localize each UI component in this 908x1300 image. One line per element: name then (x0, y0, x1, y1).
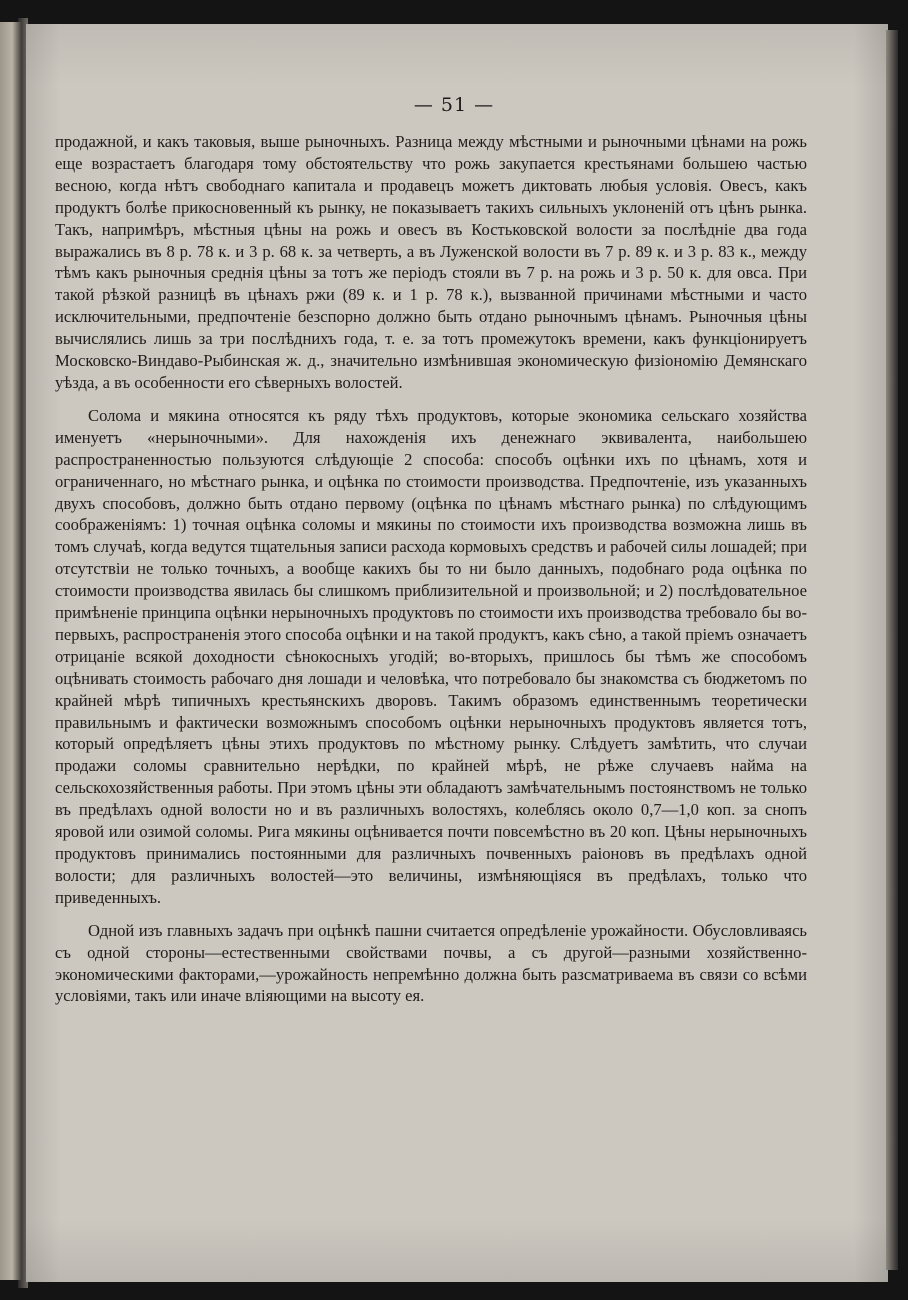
page-right-edge-shadow (886, 30, 898, 1270)
paragraph-1: продажной, и какъ таковыя, выше рыночныхъ. Разница между мѣстными и рыночными цѣнами на рожь еще возрастаетъ благодаря тому обстоятельству что рожь закупается крестьянами большею частью весною, когда нѣтъ свободнаго капитала и продавецъ можетъ диктовать любыя условія. Овесъ, какъ продуктъ болѣе прикосновенный къ рынку, не показываетъ такихъ сильныхъ уклоненій отъ цѣнъ рынка. Такъ, напримѣръ, мѣстныя цѣны на рожь и овесъ въ Костьковской волости за послѣдніе два года выражались въ 8 р. 78 к. и 3 р. 68 к. за четверть, а въ Луженской волости въ 7 р. 89 к. и 3 р. 83 к., между тѣмъ какъ рыночныя среднія цѣны за тотъ же періодъ стояли въ 7 р. на рожь и 3 р. 50 к. для овса. При такой рѣзкой разницѣ въ цѣнахъ ржи (89 к. и 1 р. 78 к.), вызванной причинами мѣстными и часто исключительными, предпочтеніе безспорно должно быть отдано рыночнымъ цѣнамъ. Рыночныя цѣны вычислялись лишь за три послѣднихъ года, т. е. за тотъ промежутокъ времени, какъ функціонируетъ Московско-Виндаво-Рыбинская ж. д., значительно измѣнившая экономическую физіономію Демянскаго уѣзда, а въ особенности его сѣверныхъ волостей. (55, 132, 807, 392)
paragraph-3: Одной изъ главныхъ задачъ при оцѣнкѣ пашни считается опредѣленіе урожайности. Обусловливаясь съ одной стороны—естественными свойствами почвы, а съ другой—разными хозяйственно-экономическими факторами,—урожайность непремѣнно должна быть разсматриваема въ связи со всѣми условіями, такъ или иначе вліяющими на высоту ея. (55, 920, 807, 1006)
page-number: — 51 — (413, 94, 495, 116)
previous-page-edge (0, 22, 22, 1280)
body-text (55, 131, 807, 1007)
paragraph-2: Солома и мякина относятся къ ряду тѣхъ продуктовъ, которые экономика сельскаго хозяйства именуетъ «нерыночными». Для нахожденія ихъ денежнаго эквивалента, наибольшею распространенностью пользуются слѣдующіе 2 способа: способъ оцѣнки ихъ по цѣнамъ, хотя и ограниченнаго, но мѣстнаго рынка, и оцѣнка по стоимости производства. Предпочтеніе, изъ указанныхъ двухъ способовъ, должно быть отдано первому (оцѣнка по цѣнамъ мѣстнаго рынка) по слѣдующимъ соображеніямъ: 1) точная оцѣнка соломы и мякины по стоимости ихъ производства возможна лишь въ томъ случаѣ, когда ведутся тщательныя записи расхода кормовыхъ средствъ и рабочей силы лошадей; при отсутствіи не только точныхъ, а вообще какихъ бы то ни было данныхъ, подобнаго рода оцѣнка по стоимости производства явилась бы слишкомъ приблизительной и произвольной; и 2) послѣдовательное примѣненіе принципа оцѣнки нерыночныхъ продуктовъ по стоимости ихъ производства требовало бы во-первыхъ, распространенія этого способа оцѣнки и на такой продуктъ, какъ сѣно, а такой пріемъ означаетъ отрицаніе всякой доходности сѣнокосныхъ угодій; во-вторыхъ, пришлось бы тѣмъ же способомъ оцѣнивать стоимость рабочаго дня лошади и человѣка, что потребовало бы знакомства съ бюджетомъ по крайней мѣрѣ типичныхъ крестьянскихъ дворовъ. Такимъ образомъ единственнымъ теоретически правильнымъ и фактически возможнымъ способомъ оцѣнки нерыночныхъ продуктовъ является тотъ, который опредѣляетъ цѣны этихъ продуктовъ по мѣстному рынку. Слѣдуетъ замѣтить, что случаи продажи соломы сравнительно нерѣдки, по крайней мѣрѣ, не рѣже случаевъ найма на сельскохозяйственныя работы. При этомъ цѣны эти обладаютъ замѣчательнымъ постоянствомъ не только въ предѣлахъ одной волости но и въ различныхъ волостяхъ, колеблясь около 0,7—1,0 коп. за снопъ яровой или озимой соломы. Рига мякины оцѣнивается почти повсемѣстно въ 20 коп. Цѣны нерыночныхъ продуктовъ принимались постоянными для различныхъ почвенныхъ раіоновъ въ предѣлахъ одной волости; для различныхъ волостей—это величины, измѣняющіяся въ предѣлахъ, только что приведенныхъ. (55, 405, 807, 907)
